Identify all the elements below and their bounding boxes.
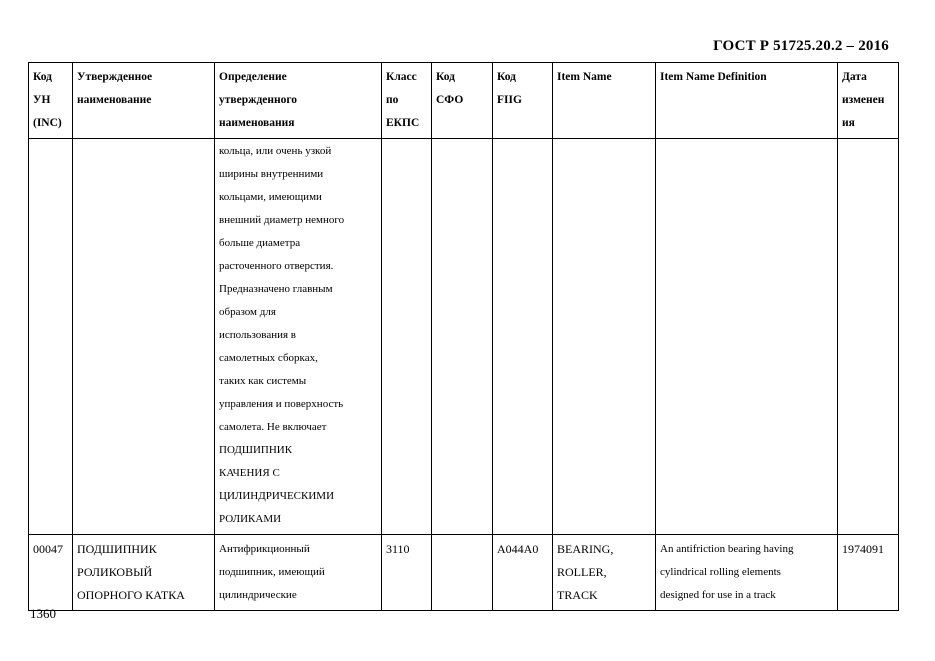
inc-cell [29, 139, 73, 535]
header-item-name-definition [656, 63, 838, 139]
header-line: изменен [842, 94, 885, 106]
definition-line: ЦИЛИНДРИЧЕСКИМИ [219, 490, 335, 502]
definition-line: КАЧЕНИЯ С [219, 467, 280, 479]
cell-line: TRACK [557, 588, 598, 602]
header-fiig-code [493, 63, 553, 139]
definition-line: ПОДШИПНИК [219, 444, 293, 456]
item-name-definition-cell [656, 139, 838, 535]
header-line: ия [842, 117, 855, 129]
header-line: Дата [842, 71, 867, 83]
header-line: Код [497, 71, 517, 83]
cell-line: Антифрикционный [219, 543, 310, 555]
definition-line: самолетных сборках, [219, 352, 318, 364]
cell-line: cylindrical rolling elements [660, 566, 781, 578]
document-header: ГОСТ Р 51725.20.2 – 2016 [713, 38, 889, 54]
definition-line: кольца, или очень узкой [219, 145, 332, 157]
cell-line: An antifriction bearing having [660, 543, 794, 555]
cell-line: designed for use in a track [660, 589, 776, 601]
definition-cell [215, 139, 382, 535]
continuation-row [29, 139, 899, 535]
header-line: наименование [77, 94, 152, 106]
header-sfo-code [432, 63, 493, 139]
ekps-class-cell [382, 139, 432, 535]
item-name-cell [553, 535, 656, 611]
cell-line: ОПОРНОГО КАТКА [77, 588, 185, 602]
definition-line: Предназначено главным [219, 283, 333, 295]
cell-line: подшипник, имеющий [219, 566, 325, 578]
inc-cell: 00047 [29, 535, 73, 611]
ekps-class-cell: 3110 [382, 535, 432, 611]
header-line: утвержденного [219, 94, 298, 106]
header-definition [215, 63, 382, 139]
cell-line: цилиндрические [219, 589, 297, 601]
cell-line: BEARING, [557, 542, 614, 556]
item-name-definition-cell [656, 535, 838, 611]
header-line: Класс [386, 71, 417, 83]
cell-line: ПОДШИПНИК [77, 542, 157, 556]
fiig-code-cell [493, 139, 553, 535]
entry-row [29, 535, 899, 611]
cell-line: ROLLER, [557, 565, 607, 579]
definition-cell [215, 535, 382, 611]
page-number: 1360 [30, 606, 56, 621]
header-item-name [553, 63, 656, 139]
change-date-cell: 1974091 [838, 535, 899, 611]
sfo-code-cell [432, 139, 493, 535]
header-line: Код [33, 71, 53, 83]
header-line: Определение [219, 71, 287, 83]
definition-line: кольцами, имеющими [219, 191, 322, 203]
cell-line: РОЛИКОВЫЙ [77, 565, 153, 579]
change-date-cell [838, 139, 899, 535]
definition-line: ширины внутренними [219, 168, 324, 180]
header-line: УН [33, 94, 51, 106]
definition-line: управления и поверхность [219, 398, 344, 410]
nomenclature-table [28, 62, 899, 611]
definition-line: образом для [219, 306, 276, 318]
header-change-date [838, 63, 899, 139]
definition-line: внешний диаметр немного [219, 214, 345, 226]
header-approved-name [73, 63, 215, 139]
sfo-code-cell [432, 535, 493, 611]
header-ekps-class [382, 63, 432, 139]
definition-line: таких как системы [219, 375, 307, 387]
header-row [29, 63, 899, 139]
header-line: (INC) [33, 117, 62, 129]
header-line: СФО [436, 94, 464, 106]
definition-line: больше диаметра [219, 237, 301, 249]
header-line: Код [436, 71, 456, 83]
header-line: FIIG [497, 94, 522, 106]
approved-name-cell [73, 535, 215, 611]
definition-line: расточенного отверстия. [219, 260, 334, 272]
header-inc [29, 63, 73, 139]
definition-line: использования в [219, 329, 297, 341]
definition-line: РОЛИКАМИ [219, 513, 282, 525]
fiig-code-cell: A044A0 [493, 535, 553, 611]
header-line: ЕКПС [386, 117, 420, 129]
item-name-cell [553, 139, 656, 535]
header-line: Item Name Definition [660, 71, 767, 83]
header-line: Item Name [557, 71, 612, 83]
definition-line: самолета. Не включает [219, 421, 327, 433]
approved-name-cell [73, 139, 215, 535]
header-line: наименования [219, 117, 295, 129]
header-line: по [386, 94, 399, 106]
header-line: Утвержденное [77, 71, 153, 83]
